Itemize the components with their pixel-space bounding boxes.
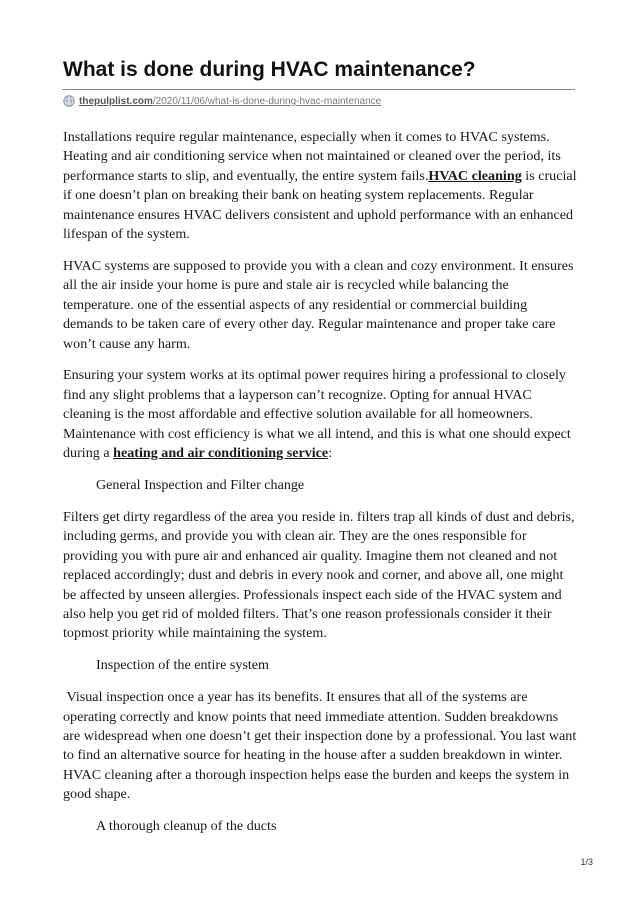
source-domain[interactable]: thepulplist.com <box>79 95 153 107</box>
subheading: Inspection of the entire system <box>96 657 269 674</box>
paragraph-text: Visual inspection once a year has its benefits. It ensures that all of the systems are operating correctly and know points that need immediate attention. Sudden breakdowns are widespread when one doesn’t get their inspection done by a professional. You last want to find an alternative source for heating in the house after a sudden breakdown in winter. HVAC cleaning after a thorough inspection helps ease the burden and keeps the system in good shape. <box>63 689 577 803</box>
paragraph: Filters get dirty regardless of the area you reside in. filters trap all kinds of dust and debris, including germs, and provide you with clean air. They are the ones responsible for providing you with pure air and enhanced air quality. Imagine them not cleaned and not replaced accordingly; dust and debris in every nook and corner, and above all, one might be affected by unseen allergies. Professionals inspect each side of the HVAC system and also help you get rid of molded filters. That’s one reason professionals consider it their topmost priority while maintaining the system. <box>63 508 575 642</box>
subheading: General Inspection and Filter change <box>96 477 305 493</box>
subheading: A thorough cleanup of the ducts <box>96 818 277 835</box>
heating-service-link[interactable]: heating and air conditioning service <box>113 445 329 462</box>
page-number: 1/3 <box>580 857 593 867</box>
hvac-cleaning-link[interactable]: HVAC cleaning <box>428 167 522 184</box>
article-body <box>63 128 578 849</box>
source-link[interactable] <box>63 94 381 108</box>
paragraph-text: is crucial if one doesn’t plan on breaking their bank on heating system replacements. Regular maintenance ensures HVAC delivers consistent and uphold performance with an enhanced lifespan of the system. <box>63 167 577 243</box>
source-path[interactable]: /2020/11/06/what-is-done-during-hvac-maintenance <box>152 95 382 107</box>
paragraph-text: Ensuring your system works at its optimal power requires hiring a professional to closely find any slight problems that a layperson can’t recognize. Opting for annual HVAC cleaning is the most affordable and effective solution available for all homeowners. Maintenance with cost efficiency is what we all intend, and this is what one should expect during a <box>63 367 571 462</box>
paragraph-text: Installations require regular maintenance, especially when it comes to HVAC systems. Heating and air conditioning service when not maintained or cleaned over the period, its performance starts to slip, and eventually, the entire system fails. <box>63 129 561 184</box>
globe-icon <box>63 95 75 107</box>
paragraph: HVAC systems are supposed to provide you with a clean and cozy environment. It ensures all the air inside your home is pure and stale air is recycled while balancing the temperature. one of the essential aspects of any residential or commercial building demands to be taken care of every other day. Regular maintenance and proper take care won’t cause any harm. <box>63 257 574 352</box>
title-divider <box>62 89 575 90</box>
paragraph-text: : <box>328 445 333 462</box>
paragraph <box>63 128 578 244</box>
paragraph <box>63 366 578 463</box>
paragraph <box>63 688 578 804</box>
page-title: What is done during HVAC maintenance? <box>63 58 476 81</box>
